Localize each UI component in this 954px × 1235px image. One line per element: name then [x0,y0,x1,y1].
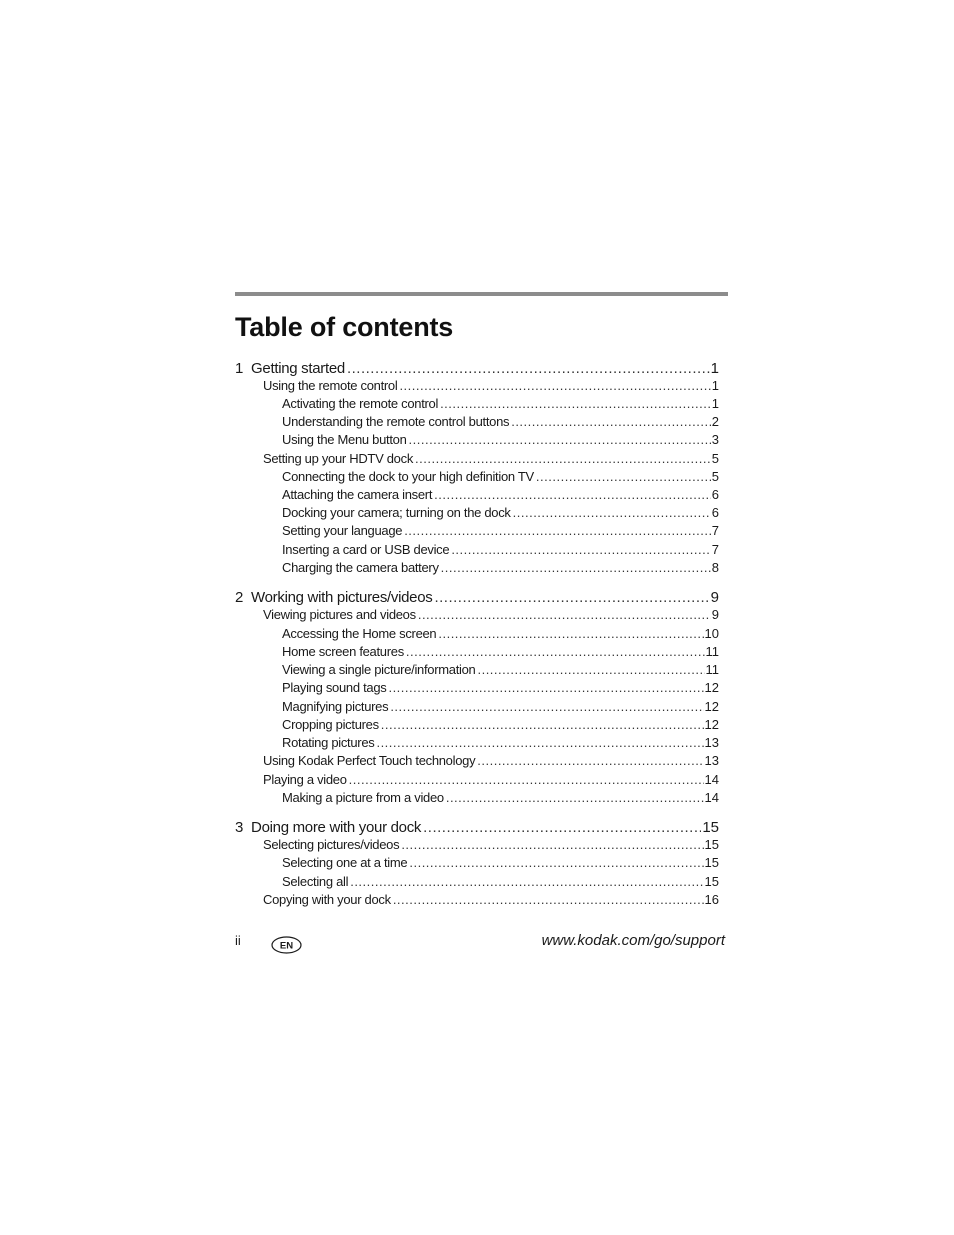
toc-chapter-number: 1 [235,360,244,377]
toc-page-number: 14 [704,772,719,787]
toc-dot-leader [415,451,711,467]
toc-entry-label [235,589,432,607]
toc-page-number: 6 [711,487,719,502]
toc-subsection-entry[interactable] [282,717,719,733]
toc-dot-leader [477,662,704,678]
toc-entry-text: Accessing the Home screen [282,626,437,641]
toc-entry-text: Home screen features [282,644,404,659]
toc-dot-leader [451,542,710,558]
toc-page-number: 13 [704,735,719,750]
toc-entry-label [263,753,475,769]
toc-subsection-entry[interactable] [282,680,719,696]
toc-entry-text: Working with pictures/videos [251,589,433,606]
toc-entry-label [282,626,436,642]
toc-entry-label [282,505,511,521]
toc-section-entry[interactable] [263,753,719,769]
toc-entry-label [235,819,421,837]
toc-section-entry[interactable] [263,607,719,623]
toc-subsection-entry[interactable] [282,855,719,871]
toc-chapter-number: 3 [235,819,244,836]
toc-subsection-entry[interactable] [282,790,719,806]
toc-section-entry[interactable] [263,837,719,853]
toc-dot-leader [409,855,703,871]
toc-page-number: 10 [704,626,719,641]
toc-dot-leader [536,469,711,485]
toc-page-number: 6 [711,505,719,520]
toc-subsection-entry[interactable] [282,487,719,503]
toc-entry-label [263,837,399,853]
toc-entry-label [263,772,347,788]
toc-entry-label [282,542,449,558]
toc-page-number: 12 [704,717,719,732]
toc-page-number: 15 [704,855,719,870]
toc-page-number: 1 [711,378,719,393]
toc-subsection-entry[interactable] [282,469,719,485]
footer-page-number: ii [235,933,241,948]
toc-dot-leader [349,772,704,788]
toc-section-entry[interactable] [263,772,719,788]
toc-page-number: 7 [711,523,719,538]
toc-subsection-entry[interactable] [282,523,719,539]
toc-dot-leader [406,644,705,660]
toc-entry-label [282,735,374,751]
toc-subsection-entry[interactable] [282,662,719,678]
toc-entry-text: Doing more with your dock [251,819,422,836]
toc-entry-label [282,717,379,733]
toc-page-number: 15 [704,874,719,889]
toc-dot-leader [423,819,701,837]
toc-page-number: 15 [704,837,719,852]
toc-page-number: 8 [711,560,719,575]
toc-entry-label [282,396,438,412]
toc-entry-label [263,892,391,908]
toc-chapter-entry[interactable] [235,589,719,607]
toc-dot-leader [440,396,711,412]
toc-chapter-entry[interactable] [235,819,719,837]
toc-entry-text: Rotating pictures [282,735,375,750]
page-title: Table of contents [235,312,454,342]
toc-subsection-entry[interactable] [282,396,719,412]
toc-entry-text: Viewing a single picture/information [282,662,476,677]
toc-entry-text: Activating the remote control [282,396,439,411]
toc-dot-leader [434,487,711,503]
toc-subsection-entry[interactable] [282,414,719,430]
toc-entry-text: Viewing pictures and videos [263,607,416,622]
toc-section-entry[interactable] [263,378,719,394]
toc-dot-leader [441,560,711,576]
toc-entry-text: Inserting a card or USB device [282,542,450,557]
toc-dot-leader [418,607,711,623]
toc-entry-text: Cropping pictures [282,717,379,732]
toc-page-number: 14 [704,790,719,805]
toc-subsection-entry[interactable] [282,699,719,715]
toc-page-number: 12 [704,680,719,695]
toc-entry-label [282,699,388,715]
toc-page-number: 15 [702,819,719,836]
toc-dot-leader [438,626,703,642]
toc-entry-label [282,662,475,678]
toc-subsection-entry[interactable] [282,735,719,751]
toc-page-number: 1 [710,360,719,377]
toc-entry-label [235,360,345,378]
toc-dot-leader [409,432,711,448]
toc-page-number: 1 [711,396,719,411]
toc-page-number: 13 [704,753,719,768]
toc-dot-leader [446,790,704,806]
toc-entry-text: Using Kodak Perfect Touch technology [263,753,476,768]
toc-entry-text: Docking your camera; turning on the dock [282,505,511,520]
toc-dot-leader [381,717,704,733]
toc-dot-leader [434,589,709,607]
toc-chapter-number: 2 [235,589,244,606]
toc-page-number: 16 [704,892,719,907]
toc-entry-text: Charging the camera battery [282,560,439,575]
toc-entry-text: Using the remote control [263,378,398,393]
toc-entry-label [282,414,509,430]
toc-entry-text: Making a picture from a video [282,790,444,805]
toc-entry-text: Setting your language [282,523,403,538]
toc-dot-leader [388,680,703,696]
toc-page-number: 2 [711,414,719,429]
toc-entry-text: Playing sound tags [282,680,387,695]
toc-entry-label [282,855,407,871]
toc-entry-label [282,874,348,890]
toc-page-number: 11 [705,662,719,677]
toc-page-number: 5 [711,451,719,466]
toc-page-number: 3 [711,432,719,447]
toc-page-number: 9 [710,589,719,606]
toc-dot-leader [513,505,711,521]
toc-page-number: 12 [704,699,719,714]
toc-entry-text: Connecting the dock to your high definition TV [282,469,534,484]
toc-dot-leader [393,892,704,908]
toc-entry-text: Selecting one at a time [282,855,408,870]
toc-dot-leader [404,523,711,539]
toc-entry-label [282,432,407,448]
toc-dot-leader [390,699,703,715]
toc-section-entry[interactable] [263,451,719,467]
footer-support-link[interactable]: www.kodak.com/go/support [541,932,725,949]
toc-entry-text: Selecting pictures/videos [263,837,400,852]
toc-page-number: 5 [711,469,719,484]
toc-entry-text: Playing a video [263,772,347,787]
language-badge-icon [271,936,302,954]
toc-entry-text: Getting started [251,360,345,377]
toc-subsection-entry[interactable] [282,874,719,890]
toc-dot-leader [477,753,703,769]
toc-subsection-entry[interactable] [282,560,719,576]
toc-subsection-entry[interactable] [282,432,719,448]
toc-dot-leader [401,837,703,853]
toc-dot-leader [511,414,711,430]
language-badge-label: EN [279,940,294,952]
toc-entry-text: Understanding the remote control buttons [282,414,510,429]
toc-entry-label [263,451,413,467]
toc-entry-label [282,487,432,503]
toc-subsection-entry[interactable] [282,644,719,660]
toc-entry-label [282,469,534,485]
table-of-contents [235,0,719,1235]
toc-entry-text: Setting up your HDTV dock [263,451,414,466]
toc-page-number: 9 [711,607,719,622]
toc-entry-label [282,560,439,576]
toc-dot-leader [347,360,710,378]
toc-subsection-entry[interactable] [282,626,719,642]
toc-page-number: 7 [711,542,719,557]
toc-entry-text: Magnifying pictures [282,699,389,714]
toc-entry-label [282,523,402,539]
toc-entry-label [263,607,416,623]
toc-entry-label [282,644,404,660]
toc-entry-label [263,378,397,394]
toc-entry-label [282,680,386,696]
toc-entry-label [282,790,444,806]
toc-dot-leader [350,874,703,890]
toc-section-entry[interactable] [263,892,719,908]
toc-entry-text: Attaching the camera insert [282,487,433,502]
toc-dot-leader [376,735,703,751]
toc-chapter-entry[interactable] [235,360,719,378]
toc-entry-text: Using the Menu button [282,432,407,447]
toc-entry-text: Copying with your dock [263,892,391,907]
toc-entry-text: Selecting all [282,874,349,889]
toc-subsection-entry[interactable] [282,542,719,558]
toc-page-number: 11 [705,644,719,659]
toc-subsection-entry[interactable] [282,505,719,521]
toc-dot-leader [399,378,710,394]
